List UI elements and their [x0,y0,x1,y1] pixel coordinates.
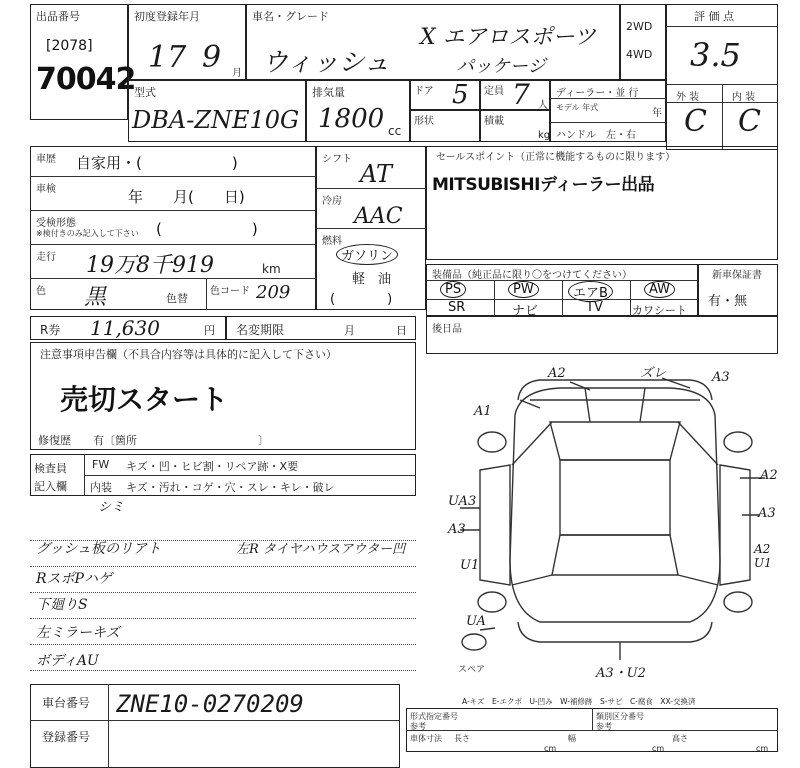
diag-label-ua: UA [466,614,486,629]
remark-3: 下廻りS [36,597,88,613]
name-change-day: 日 [396,324,407,337]
color-code-label: 色コード [210,286,250,297]
dealer-label: ディーラー・並 行 [556,88,639,99]
spec-ref-2: 参考 [596,722,612,731]
color-value: 黒 [84,285,107,310]
doors-value: 5 [452,80,469,110]
drive-box [620,4,666,80]
car-grade-1: X エアロスポーツ [420,25,596,50]
equip-navi: ナビ [512,304,539,319]
warranty-label: 新車保証書 [712,270,762,281]
equip-aw: AW [644,281,675,298]
diag-label-a2-top: A2 [548,366,566,381]
ac-label: 冷房 [322,196,342,207]
after-box [426,316,778,354]
recycle-value: 11,630 [90,316,160,340]
receipt-note: ※検付きのみ記入して下さい [36,229,139,238]
year-unit: 年 [652,108,662,119]
chassis-label: 車台番号 [42,696,91,710]
car-name-label: 車名・グレード [252,10,329,23]
diag-label-a2-lower: A2 [754,542,771,556]
name-change-label: 名変期限 [236,323,285,337]
score-value: 3.5 [690,36,741,74]
equip-sr: SR [448,300,466,315]
history-label: 車歴 [36,154,56,165]
diag-label-ua3: UA3 [448,494,477,509]
displacement-value: 1800 [318,104,385,134]
inspector-fw-items: キズ・凹・ヒビ割・リペア跡・X要 [126,460,299,473]
first-reg-year: 17 [148,40,187,75]
ac-value: AAC [354,204,403,229]
spec-cm-2: cm [652,744,665,753]
equip-airbag: エアB [568,281,613,302]
model-value: DBA-ZNE10G [132,106,300,134]
diag-label-a1: A1 [474,404,492,419]
diag-label-a3-right: A3 [758,506,776,521]
remark-right: 左R タイヤハウスアウター凹 [236,542,406,557]
first-reg-month-unit: 月 [232,68,242,79]
notes-repair: 修復歴 有〔箇所 〕 [38,434,269,447]
doors-label: ドア [414,86,434,97]
remark-1: グッシュ板のリアト [36,541,162,557]
model-year-label: モデル 年式 [556,103,599,112]
recycle-unit: 円 [204,324,215,337]
notes-label: 注意事項申告欄（不具合内容等は具体的に記入して下さい） [40,348,337,361]
warranty-value: 有・無 [708,294,748,309]
recycle-label: R券 [40,323,61,337]
spec-model-no: 形式指定番号 [410,712,458,721]
spec-cm-3: cm [756,744,769,753]
spec-ref-1: 参考 [410,722,426,731]
shape-label: 形状 [414,116,434,127]
drive-2wd: 2WD [626,20,653,33]
spec-cm-1: cm [544,744,557,753]
remark-4: 左ミラーキズ [36,625,120,641]
inspector-in-items: キズ・汚れ・コゲ・穴・スレ・キレ・破レ [126,481,335,494]
receipt-paren: ( ) [156,220,258,238]
drive-4wd: 4WD [626,48,653,61]
selling-points-box [426,146,778,260]
inspector-label-1: 検査員 [34,462,67,475]
car-grade-2: パッケージ [456,56,546,77]
model-label: 型式 [134,86,156,99]
equip-tv: TV [586,300,603,315]
equip-ps: PS [440,281,466,298]
mileage-unit: km [262,262,281,276]
mileage-label: 走行 [36,252,56,263]
lot-number-box: [2078] [46,38,93,54]
lot-number: 70042 [36,62,136,97]
diag-label-a3-left: A3 [448,522,466,537]
selling-points-text: MITSUBISHIディーラー出品 [432,175,655,195]
shift-value: AT [360,160,393,188]
equipment-label: 装備品（純正品に限り〇をつけてください） [432,270,632,281]
history-value: 自家用・( ) [76,154,238,172]
lot-label: 出品番号 [36,10,80,23]
spec-class-no: 類別区分番号 [596,712,644,721]
color-label: 色 [36,286,46,297]
load-label: 積載 [484,116,504,127]
selling-points-label: セールスポイント（正常に機能するものに限ります） [436,152,676,163]
damage-legend: A-キズ E-エクボ U-凹み W-補修跡 S-サビ C-腐食 XX-交換済 [462,697,696,706]
car-name: ウィッシュ [262,48,390,78]
color-swap: 色替 [166,292,188,305]
after-label: 後日品 [432,324,462,335]
score-int: C [738,104,761,139]
mileage-value: 19万8千919 [86,253,214,278]
first-reg-label: 初度登録年月 [134,10,200,23]
load-unit: kg [538,130,551,141]
inspector-label-2: 記入欄 [34,480,67,493]
score-label: 評 価 点 [694,10,734,23]
reg-no-label: 登録番号 [42,730,91,744]
equip-seat: カワシート [632,304,687,317]
diag-label-u1-right: U1 [754,556,772,570]
inspector-sub: シミ [98,500,125,515]
score-ext-label: 外 装 [676,92,700,103]
chassis-value: ZNE10-0270209 [116,690,304,718]
capacity-value: 7 [512,78,530,111]
first-reg-month: 9 [202,40,222,75]
diag-label-u1-left: U1 [460,558,480,573]
score-int-label: 内 装 [732,92,756,103]
inspection-value: 年 月( 日) [128,188,245,206]
spec-length: 長さ [454,734,470,743]
color-code: 209 [256,282,291,303]
equip-pw: PW [508,281,539,298]
spec-width: 幅 [568,734,576,743]
inspection-label: 車検 [36,184,56,195]
receipt-label: 受検形態 [36,218,76,229]
name-change-month: 月 [344,324,355,337]
fuel-label: 燃料 [322,236,342,247]
spec-dims: 車体寸法 [410,734,442,743]
inspector-fw: FW [92,458,110,471]
remark-2: RスポPハゲ [36,571,112,587]
capacity-unit: 人 [538,100,548,111]
diag-label-a3u2: A3・U2 [596,666,646,681]
fuel-paren: ( ) [330,292,393,307]
diag-label-a2-right: A2 [760,468,778,483]
inspector-in: 内装 [90,481,112,494]
diag-label-zure: ズレ [640,366,667,381]
spec-height: 高さ [672,734,688,743]
diag-spare: スペア [458,665,486,675]
diag-label-a3-top: A3 [712,370,730,385]
fuel-diesel: 軽 油 [352,272,392,287]
displacement-unit: cc [388,124,402,138]
fuel-gas: ガソリン [336,244,398,265]
shift-label: シフト [322,154,352,165]
capacity-label: 定員 [484,86,504,97]
remark-5: ボディAU [36,653,99,669]
displacement-label: 排気量 [312,86,345,99]
notes-text: 売切スタート [60,383,229,416]
score-ext: C [684,104,707,139]
handle-label: ハンドル 左・右 [556,130,636,141]
